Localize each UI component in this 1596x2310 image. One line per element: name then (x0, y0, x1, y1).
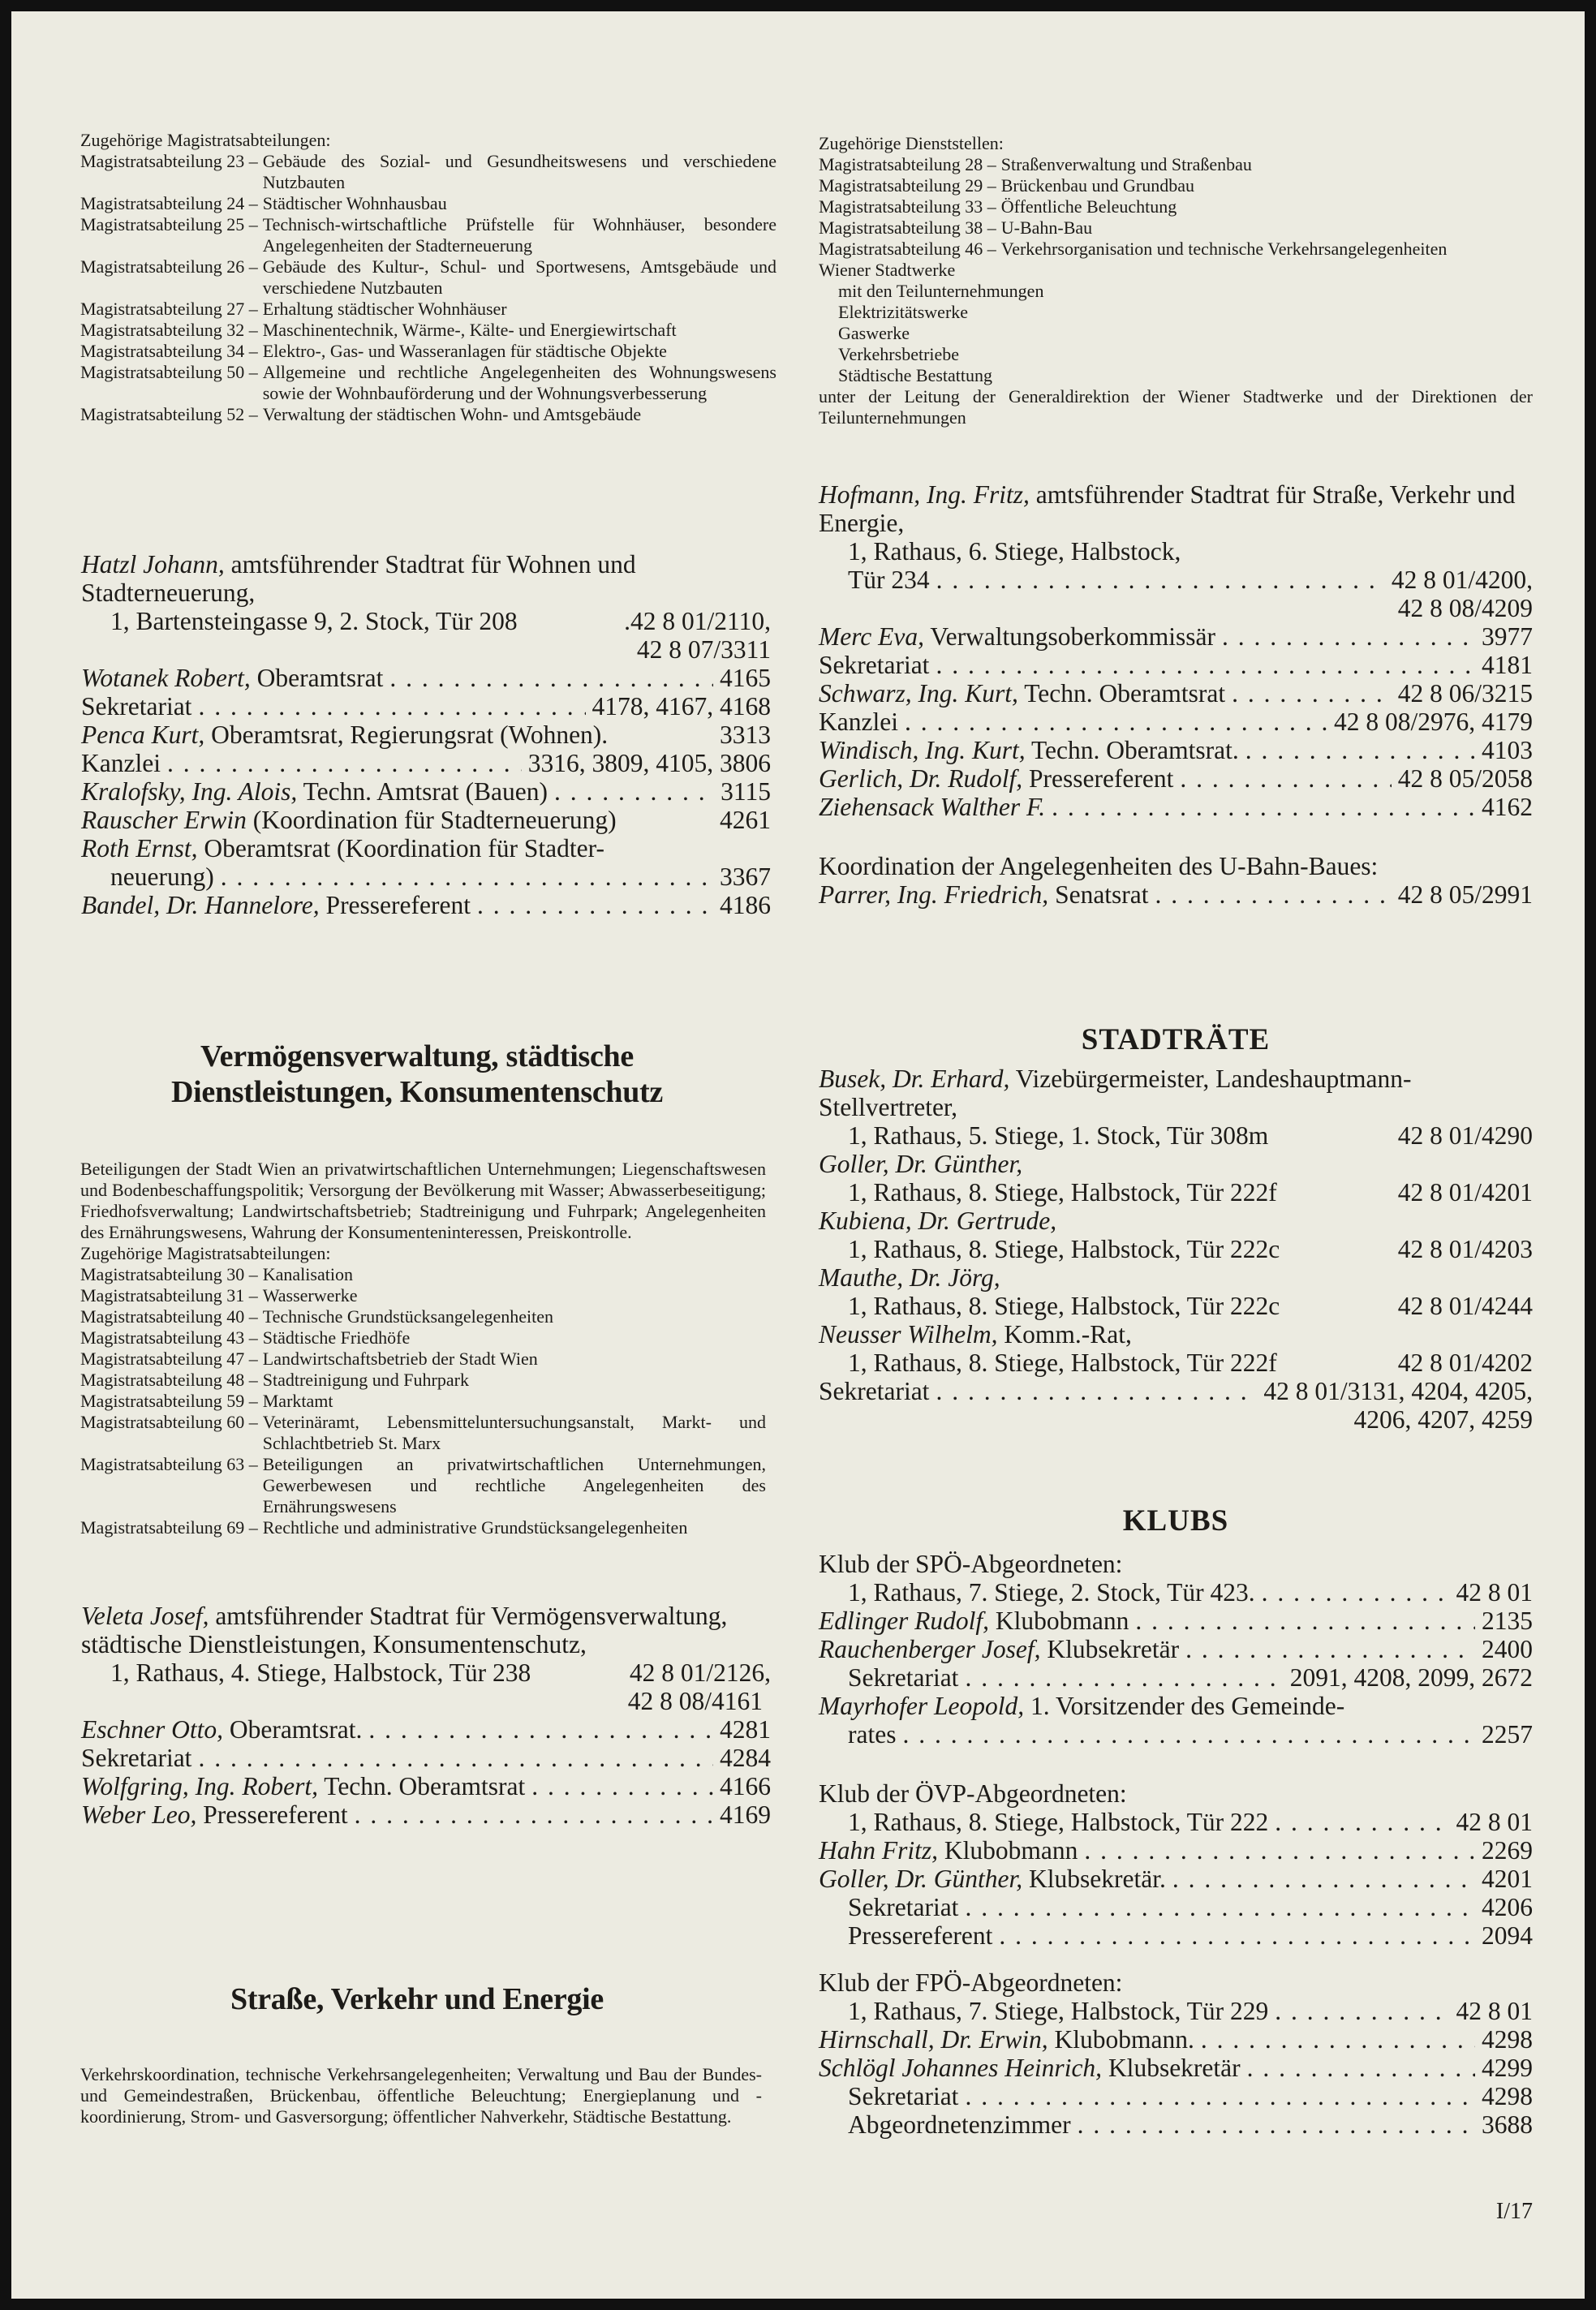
person-name: Busek, Dr. Erhard, (819, 1065, 1010, 1093)
department-list (819, 154, 1533, 260)
phone: 4178, 4167, 4168 (592, 692, 771, 721)
phone: 4165 (720, 664, 771, 692)
verm-contacts (81, 1602, 771, 1829)
verm-section-body (80, 1159, 766, 1538)
phone: 42 8 08/4209 (1397, 594, 1533, 622)
person-name: Neusser Wilhelm, (819, 1320, 998, 1349)
person-title: Vizebürgermeister, Landeshauptmann-Stellvertreter, (819, 1065, 1412, 1121)
phone: 4186 (720, 891, 771, 919)
phone: 42 8 01/2126, (629, 1658, 771, 1687)
klub-fpoe (819, 1968, 1533, 2139)
department-description: U-Bahn-Bau (1000, 217, 1093, 238)
contact-row (81, 891, 771, 919)
description-text: Beteiligungen der Stadt Wien an privatwirtschaftlichen Unternehmungen; Liegenschaftswesen und Bodenbeschaffungspolitik; Versorgung der Bevölkerung mit Wasser; Abwasserbeseitigung; Friedhofsverwaltung; Landwirtschaftsbetrieb; Stadtreinigung und Fuhrpark; Angelegenheiten des Ernährungswesens, Wahrung der Konsumenteninteressen, Preiskontrolle. (80, 1159, 766, 1242)
department-number: Magistratsabteilung 40 – (80, 1306, 258, 1327)
person-title: Oberamtsrat, Regierungsrat (Wohnen). (211, 721, 609, 749)
person-title: amtsführender Stadtrat für Vermögensverwaltung, städtische Dienstleistungen, Konsumentenschutz, (81, 1602, 728, 1658)
address-row (819, 1349, 1533, 1377)
phone: 42 8 05/2058 (1397, 764, 1533, 793)
phone: .42 8 01/2110, (624, 607, 771, 635)
contact-row-continued (819, 1720, 1533, 1749)
department-item (80, 1370, 766, 1391)
person-title: Techn. Amtsrat (Bauen) (303, 777, 548, 806)
department-number: Magistratsabteilung 30 – (80, 1264, 258, 1284)
department-item (80, 1454, 766, 1517)
contact-row (819, 622, 1533, 651)
contact-row (81, 721, 771, 749)
person-name: Hahn Fritz, (819, 1836, 939, 1865)
person-name: Hofmann, Ing. Fritz, (819, 480, 1030, 509)
document-page (11, 11, 1585, 2299)
section-heading: KLUBS (1122, 1504, 1229, 1538)
person-title: Techn. Oberamtsrat (1024, 679, 1226, 708)
department-number: Magistratsabteilung 43 – (80, 1327, 258, 1348)
address: 1, Rathaus, 8. Stiege, Halbstock, Tür 222f (848, 1349, 1277, 1377)
contact-row (819, 708, 1533, 736)
contact-row (819, 1377, 1533, 1405)
label: Sekretariat (848, 2082, 959, 2110)
department-number: Magistratsabteilung 52 – (80, 404, 258, 424)
phone: 4206 (1482, 1893, 1533, 1921)
person-name: Mauthe, Dr. Jörg, (819, 1263, 1000, 1292)
phone: 42 8 01 (1456, 1808, 1533, 1836)
phone: 3688 (1482, 2110, 1533, 2139)
department-description: Städtischer Wohnhausbau (262, 193, 447, 213)
department-number: Magistratsabteilung 27 – (80, 299, 258, 319)
department-number: Magistratsabteilung 25 – (80, 214, 258, 234)
contact-row (81, 692, 771, 721)
department-number: Magistratsabteilung 32 – (80, 320, 258, 340)
stadtwerke-item: Städtische Bestattung (838, 365, 993, 385)
phone: 42 8 01/3131, 4204, 4205, (1263, 1377, 1533, 1405)
department-number: Magistratsabteilung 28 – (819, 154, 996, 174)
phone: 4103 (1482, 736, 1533, 764)
person-name: Goller, Dr. Günther, (819, 1150, 1023, 1178)
department-description: Rechtliche und administrative Grundstücksangelegenheiten (262, 1517, 688, 1538)
department-item (80, 1306, 766, 1327)
phone: 42 8 06/3215 (1397, 679, 1533, 708)
department-number: Magistratsabteilung 48 – (80, 1370, 258, 1390)
departments-heading: Zugehörige Magistratsabteilungen: (80, 1243, 331, 1263)
klub-spoe (819, 1550, 1533, 1749)
phone: 4298 (1482, 2025, 1533, 2054)
phone: 2400 (1482, 1635, 1533, 1663)
department-item (80, 1327, 766, 1349)
contact-row (81, 806, 771, 834)
department-number: Magistratsabteilung 29 – (819, 175, 996, 196)
contact-row (819, 1663, 1533, 1692)
department-number: Magistratsabteilung 38 – (819, 217, 996, 238)
address: 1, Rathaus, 7. Stiege, Halbstock, Tür 229 (848, 1997, 1269, 2025)
strasse-description (80, 2064, 762, 2127)
label: Kanzlei (819, 708, 898, 736)
department-description: Allgemeine und rechtliche Angelegenheiten des Wohnungswesens sowie der Wohnbauförderung und der Wohnungsverbesserung (262, 362, 776, 403)
head-entry (81, 1602, 771, 1658)
person-title: Senatsrat (1055, 880, 1149, 909)
phone: 42 8 01/4202 (1397, 1349, 1533, 1377)
phone: 42 8 08/2976, 4179 (1333, 708, 1533, 736)
person-title: amtsführender Stadtrat für Straße, Verkehr und Energie, (819, 480, 1516, 537)
department-number: Magistratsabteilung 31 – (80, 1285, 258, 1306)
phone: 42 8 05/2991 (1397, 880, 1533, 909)
department-number: Magistratsabteilung 23 – (80, 151, 258, 171)
contact-row (819, 793, 1533, 821)
contact-row (81, 664, 771, 692)
contact-row (819, 764, 1533, 793)
klub-title: Klub der SPÖ-Abgeordneten: (819, 1550, 1123, 1578)
contact-row (819, 1607, 1533, 1635)
department-item (80, 1349, 766, 1370)
department-description: Brückenbau und Grundbau (1000, 175, 1195, 196)
contact-row (819, 2110, 1533, 2139)
phone: 42 8 01 (1456, 1578, 1533, 1607)
contact-row (819, 1692, 1533, 1720)
department-item (819, 217, 1533, 239)
phone: 4298 (1482, 2082, 1533, 2110)
contact-row (819, 2082, 1533, 2110)
head-entry (819, 480, 1533, 537)
department-number: Magistratsabteilung 33 – (819, 196, 996, 217)
department-number: Magistratsabteilung 47 – (80, 1349, 258, 1369)
phone: 4281 (720, 1715, 771, 1744)
department-item (819, 196, 1533, 217)
person-title: Klubobmann. (1054, 2025, 1194, 2054)
department-description: Landwirtschaftsbetrieb der Stadt Wien (262, 1349, 538, 1369)
person-name: Rauscher Erwin (81, 806, 247, 834)
department-item (819, 175, 1533, 196)
person-title: 1. Vorsitzender des Gemeinde- (1030, 1692, 1345, 1720)
section-heading: STADTRÄTE (1081, 1023, 1271, 1056)
department-description: Elektro-, Gas- und Wasseranlagen für städtische Objekte (262, 341, 667, 361)
departments-heading: Zugehörige Dienststellen: (819, 133, 1004, 153)
department-description: Beteiligungen an privatwirtschaftlichen Unternehmungen, Gewerbewesen und rechtliche Angelegenheiten des Ernährungswesens (262, 1454, 766, 1516)
label: Abgeordnetenzimmer (848, 2110, 1071, 2139)
department-description: Stadtreinigung und Fuhrpark (262, 1370, 469, 1390)
person-name: Bandel, Dr. Hannelore, (81, 891, 320, 919)
contact-row (819, 651, 1533, 679)
phone: 3367 (720, 862, 771, 891)
person-name: Parrer, Ing. Friedrich, (819, 880, 1049, 909)
phone: 42 8 08/4161 (627, 1687, 763, 1715)
contact-row (819, 1635, 1533, 1663)
departments-heading: Zugehörige Magistratsabteilungen: (80, 130, 331, 150)
department-item (80, 1391, 766, 1412)
label: Sekretariat (819, 651, 930, 679)
phone: 4284 (720, 1744, 771, 1772)
phone: 4299 (1482, 2054, 1533, 2082)
label: Kanzlei (81, 749, 161, 777)
contact-row (819, 679, 1533, 708)
strasse-contacts (819, 480, 1533, 821)
contact-row (81, 1772, 771, 1800)
address: Tür 234 (848, 566, 930, 594)
department-number: Magistratsabteilung 69 – (80, 1517, 258, 1538)
heading-line: Vermögensverwaltung, städtische (200, 1039, 634, 1073)
address-row (819, 566, 1533, 594)
person-title: Komm.-Rat, (1004, 1320, 1132, 1349)
department-description: Öffentliche Beleuchtung (1000, 196, 1177, 217)
person-title: Verwaltungsoberkommissär (930, 622, 1216, 651)
person-title: Pressereferent (325, 891, 471, 919)
person-title: Pressereferent (203, 1800, 348, 1829)
stadtwerke-sub: mit den Teilunternehmungen (838, 281, 1044, 301)
klub-title: Klub der FPÖ-Abgeordneten: (819, 1968, 1123, 1997)
phone: 3977 (1482, 622, 1533, 651)
department-list (80, 151, 776, 425)
label: Sekretariat (81, 692, 192, 721)
label: Sekretariat (848, 1663, 959, 1692)
person-name: Edlinger Rudolf, (819, 1607, 989, 1635)
person-name: Hatzl Johann, (81, 550, 225, 579)
ubahn-title: Koordination der Angelegenheiten des U-Bahn-Baues: (819, 852, 1379, 880)
address-row (819, 1997, 1533, 2025)
contact-row (81, 777, 771, 806)
person-name: Weber Leo, (81, 1800, 197, 1829)
department-description: Technisch-wirtschaftliche Prüfstelle für Wohnhäuser, besondere Angelegenheiten der Stadterneuerung (262, 214, 776, 256)
phone: 2091, 4208, 2099, 2672 (1289, 1663, 1533, 1692)
department-number: Magistratsabteilung 26 – (80, 256, 258, 277)
department-list (80, 1264, 766, 1538)
person-title: Klubsekretär. (1029, 1865, 1166, 1893)
department-description: Städtische Friedhöfe (262, 1327, 411, 1348)
phone: 42 8 01/4201 (1397, 1178, 1533, 1207)
address: 1, Rathaus, 7. Stiege, 2. Stock, Tür 423. (848, 1578, 1255, 1607)
department-item (80, 404, 776, 425)
person-title: neuerung) (110, 862, 214, 891)
department-item (80, 256, 776, 299)
address-row (819, 1178, 1533, 1207)
person-title: Techn. Oberamtsrat (324, 1772, 526, 1800)
contact-row (81, 834, 771, 862)
department-number: Magistratsabteilung 24 – (80, 193, 258, 213)
person-title: amtsführender Stadtrat für Wohnen und Stadterneuerung, (81, 550, 636, 607)
label: Sekretariat (81, 1744, 192, 1772)
phone: 42 8 01/4203 (1397, 1235, 1533, 1263)
phone: 42 8 01 (1456, 1997, 1533, 2025)
department-item (80, 299, 776, 320)
department-item (819, 239, 1533, 260)
department-description: Maschinentechnik, Wärme-, Kälte- und Energiewirtschaft (262, 320, 677, 340)
address: 1, Rathaus, 5. Stiege, 1. Stock, Tür 308m (848, 1121, 1269, 1150)
address-row (819, 1808, 1533, 1836)
phone: 4169 (720, 1800, 771, 1829)
person-name: Mayrhofer Leopold, (819, 1692, 1025, 1720)
address: 1, Rathaus, 6. Stiege, Halbstock, (848, 537, 1181, 566)
person-name: Kralofsky, Ing. Alois, (81, 777, 298, 806)
person-title: Klubobmann (944, 1836, 1078, 1865)
person-name: Goller, Dr. Günther, (819, 1865, 1023, 1893)
address: 1, Bartensteingasse 9, 2. Stock, Tür 208 (110, 607, 518, 635)
department-description: Verkehrsorganisation und technische Verkehrsangelegenheiten (1000, 239, 1448, 259)
person-title: Pressereferent (1028, 764, 1174, 793)
department-description: Gebäude des Sozial- und Gesundheitswesens und verschiedene Nutzbauten (262, 151, 776, 192)
phone: 3115 (721, 777, 771, 806)
phone: 2269 (1482, 1836, 1533, 1865)
heading-line: Dienstleistungen, Konsumentenschutz (171, 1075, 663, 1109)
strasse-departments (819, 133, 1533, 428)
address-row (81, 1658, 771, 1687)
address: 1, Rathaus, 4. Stiege, Halbstock, Tür 238 (110, 1658, 531, 1687)
contact-row (819, 2025, 1533, 2054)
department-number: Magistratsabteilung 50 – (80, 362, 258, 382)
description-text: Verkehrskoordination, technische Verkehrsangelegenheiten; Verwaltung und Bau der Bundes- und Gemeindestraßen, Brückenbau, öffentliche Beleuchtung; Energieplanung und -koordinierung, Strom- und Gasversorgung; öffentlicher Nahverkehr, Städtische Bestattung. (80, 2064, 762, 2127)
phone: 4162 (1482, 793, 1533, 821)
person-name: Roth Ernst, (81, 834, 198, 862)
person-name: Hirnschall, Dr. Erwin, (819, 2025, 1048, 2054)
klub-title: Klub der ÖVP-Abgeordneten: (819, 1779, 1127, 1808)
department-item (80, 1264, 766, 1285)
stadtraete-list (819, 1065, 1533, 1434)
department-description: Marktamt (262, 1391, 333, 1411)
department-number: Magistratsabteilung 59 – (80, 1391, 258, 1411)
address: 1, Rathaus, 8. Stiege, Halbstock, Tür 222 (848, 1808, 1269, 1836)
label: Pressereferent (848, 1921, 993, 1950)
person-title: Techn. Oberamtsrat. (1030, 736, 1239, 764)
stadtwerke-note: unter der Leitung der Generaldirektion der Wiener Stadtwerke und der Direktionen der Teilunternehmungen (819, 386, 1533, 428)
contact-row (819, 880, 1533, 909)
address-row (819, 1235, 1533, 1263)
phone: 42 8 07/3311 (636, 635, 771, 664)
person-name: Ziehensack Walther F. (819, 793, 1046, 821)
label: Sekretariat (819, 1377, 930, 1405)
phone: 4206, 4207, 4259 (1353, 1405, 1533, 1434)
phone: 2094 (1482, 1921, 1533, 1950)
stadtwerke-item: Verkehrsbetriebe (838, 344, 960, 364)
department-description: Straßenverwaltung und Straßenbau (1000, 154, 1252, 174)
address-row (81, 607, 771, 635)
contact-row (819, 1893, 1533, 1921)
contact-row (819, 1836, 1533, 1865)
department-description: Wasserwerke (262, 1285, 358, 1306)
section-heading (60, 1039, 774, 1110)
department-number: Magistratsabteilung 46 – (819, 239, 996, 259)
klub-oevp (819, 1779, 1533, 1950)
person-name: Rauchenberger Josef, (819, 1635, 1041, 1663)
person-name: Kubiena, Dr. Gertrude, (819, 1207, 1057, 1235)
person-title: rates (848, 1720, 897, 1749)
person-name: Veleta Josef, (81, 1602, 209, 1630)
person-name: Schlögl Johannes Heinrich, (819, 2054, 1103, 2082)
department-description: Technische Grundstücksangelegenheiten (262, 1306, 554, 1327)
section-heading: Straße, Verkehr und Energie (230, 1982, 604, 2016)
contact-row-continued (81, 862, 771, 891)
phone: 3313 (720, 721, 771, 749)
phone: 4261 (720, 806, 771, 834)
label: Sekretariat (848, 1893, 959, 1921)
department-item (80, 214, 776, 256)
contact-row (819, 2054, 1533, 2082)
stadtwerke-item: Elektrizitätswerke (838, 302, 969, 322)
contact-row (819, 1865, 1533, 1893)
contact-row (819, 1921, 1533, 1950)
ubahn-coordination (819, 852, 1533, 909)
phone: 2135 (1482, 1607, 1533, 1635)
department-item (80, 193, 776, 214)
department-item (80, 320, 776, 341)
phone: 42 8 01/4200, (1391, 566, 1533, 594)
department-item (80, 1412, 766, 1454)
section-description (80, 1159, 766, 1243)
address: 1, Rathaus, 8. Stiege, Halbstock, Tür 222c (848, 1235, 1280, 1263)
stadtwerke-list (819, 302, 1533, 386)
phone: 2257 (1482, 1720, 1533, 1749)
address: 1, Rathaus, 8. Stiege, Halbstock, Tür 222f (848, 1178, 1277, 1207)
department-description: Veterinäramt, Lebensmitteluntersuchungsanstalt, Markt- und Schlachtbetrieb St. Marx (262, 1412, 766, 1453)
person-entry (819, 1065, 1533, 1121)
person-name: Merc Eva, (819, 622, 925, 651)
person-title: Klubsekretär (1047, 1635, 1180, 1663)
person-name: Schwarz, Ing. Kurt, (819, 679, 1018, 708)
address-row (819, 1578, 1533, 1607)
person-title: (Koordination für Stadterneuerung) (252, 806, 617, 834)
person-name: Wotanek Robert, (81, 664, 251, 692)
department-number: Magistratsabteilung 34 – (80, 341, 258, 361)
person-name: Windisch, Ing. Kurt, (819, 736, 1026, 764)
department-item (80, 151, 776, 193)
head-entry (81, 550, 771, 607)
stadtwerke-title: Wiener Stadtwerke (819, 260, 956, 280)
phone: 42 8 01/4290 (1397, 1121, 1533, 1150)
contact-row (81, 1744, 771, 1772)
person-name: Wolfgring, Ing. Robert, (81, 1772, 318, 1800)
phone: 3316, 3809, 4105, 3806 (527, 749, 771, 777)
address-row (819, 1121, 1533, 1150)
department-description: Erhaltung städtischer Wohnhäuser (262, 299, 507, 319)
address: 1, Rathaus, 8. Stiege, Halbstock, Tür 222c (848, 1292, 1280, 1320)
contact-row (819, 736, 1533, 764)
department-item (80, 1517, 766, 1538)
department-number: Magistratsabteilung 63 – (80, 1454, 258, 1474)
department-number: Magistratsabteilung 60 – (80, 1412, 258, 1432)
person-title: Oberamtsrat (256, 664, 384, 692)
address-row (819, 1292, 1533, 1320)
phone: 4181 (1482, 651, 1533, 679)
person-name: Gerlich, Dr. Rudolf, (819, 764, 1023, 793)
phone: 4166 (720, 1772, 771, 1800)
wohnen-departments (80, 130, 776, 425)
stadtwerke-item: Gaswerke (838, 323, 910, 343)
department-item (819, 154, 1533, 175)
person-title: Oberamtsrat. (229, 1715, 363, 1744)
contact-row (81, 749, 771, 777)
person-entry (819, 1320, 1533, 1349)
phone: 42 8 01/4244 (1397, 1292, 1533, 1320)
page-number: I/17 (1495, 2199, 1533, 2224)
wohnen-contacts (81, 550, 771, 919)
person-title: Klubobmann (995, 1607, 1129, 1635)
department-item (80, 362, 776, 404)
person-name: Eschner Otto, (81, 1715, 223, 1744)
person-name: Penca Kurt, (81, 721, 205, 749)
contact-row (81, 1800, 771, 1829)
department-description: Gebäude des Kultur-, Schul- und Sportwesens, Amtsgebäude und verschiedene Nutzbauten (262, 256, 776, 298)
person-title: Oberamtsrat (Koordination für Stadter- (204, 834, 604, 862)
phone: 4201 (1482, 1865, 1533, 1893)
department-item (80, 1285, 766, 1306)
person-title: Klubsekretär (1108, 2054, 1241, 2082)
department-description: Kanalisation (262, 1264, 353, 1284)
department-item (80, 341, 776, 362)
department-description: Verwaltung der städtischen Wohn- und Amtsgebäude (262, 404, 642, 424)
contact-row (81, 1715, 771, 1744)
